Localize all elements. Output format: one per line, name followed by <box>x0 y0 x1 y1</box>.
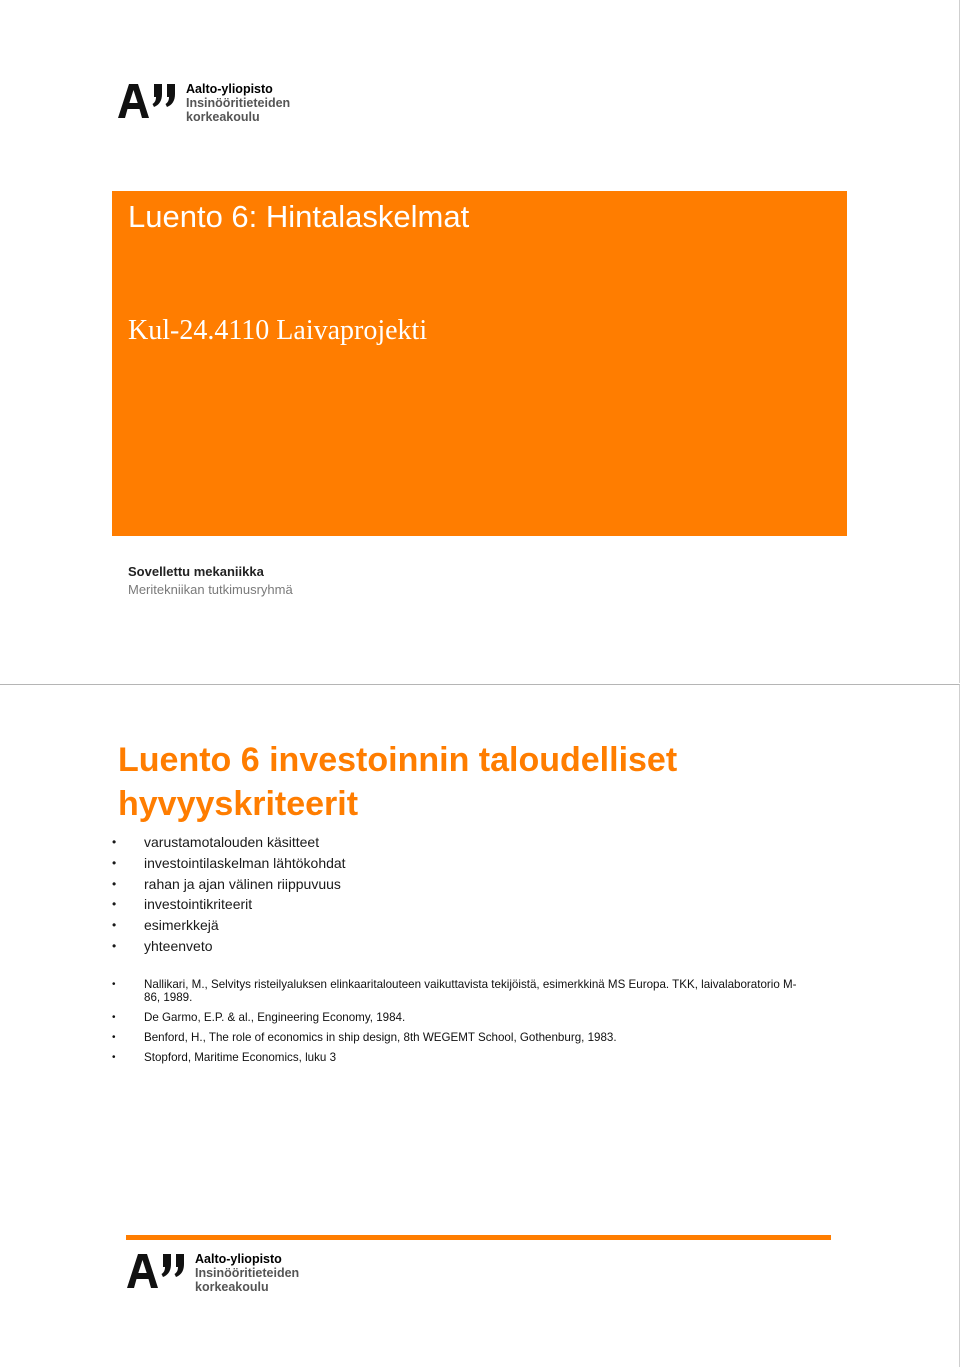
reference-list <box>112 978 812 1071</box>
research-group: Meritekniikan tutkimusryhmä <box>128 582 293 597</box>
logo-school-2: korkeakoulu <box>195 1280 269 1294</box>
list-item: • rahan ja ajan välinen riippuvuus <box>112 874 346 895</box>
slide-title-main: Luento 6: Hintalaskelmat <box>128 199 470 234</box>
aalto-logo-icon <box>118 82 178 120</box>
slide-heading: Luento 6 investoinnin taloudelliset hyvyyskriteerit <box>118 741 678 823</box>
department-block <box>128 563 293 599</box>
reference-item: • Benford, H., The role of economics in ship design, 8th WEGEMT School, Gothenburg, 1983. <box>112 1031 812 1044</box>
logo-school-1: Insinööritieteiden <box>195 1266 300 1280</box>
aalto-logo <box>118 82 290 124</box>
reference-item: • Stopford, Maritime Economics, luku 3 <box>112 1051 812 1064</box>
aalto-logo-footer <box>127 1252 299 1294</box>
department-name: Sovellettu mekaniikka <box>128 564 264 579</box>
slide-title <box>0 0 960 683</box>
aalto-logo-text <box>186 82 290 124</box>
course-title: Kul-24.4110 Laivaprojekti <box>128 315 428 346</box>
topic-list <box>112 832 346 957</box>
logo-school-1: Insinööritieteiden <box>186 96 291 110</box>
list-item: • yhteenveto <box>112 936 346 957</box>
logo-school-2: korkeakoulu <box>186 110 260 124</box>
list-item: • varustamotalouden käsitteet <box>112 832 346 853</box>
aalto-logo-text <box>195 1252 299 1294</box>
title-box <box>112 191 847 536</box>
footer-rule <box>126 1235 831 1240</box>
logo-university: Aalto-yliopisto <box>186 82 273 96</box>
aalto-logo-icon <box>127 1252 187 1290</box>
list-item: • esimerkkejä <box>112 915 346 936</box>
logo-university: Aalto-yliopisto <box>195 1252 282 1266</box>
reference-item: • De Garmo, E.P. & al., Engineering Economy, 1984. <box>112 1011 812 1024</box>
list-item: • investointikriteerit <box>112 894 346 915</box>
list-item: • investointilaskelman lähtökohdat <box>112 853 346 874</box>
reference-item: • Nallikari, M., Selvitys risteilyaluksen elinkaaritalouteen vaikuttavista tekijöistä, esimerkkinä MS Europa. TKK, laivalaboratorio M-86, 1989. <box>112 978 812 1004</box>
